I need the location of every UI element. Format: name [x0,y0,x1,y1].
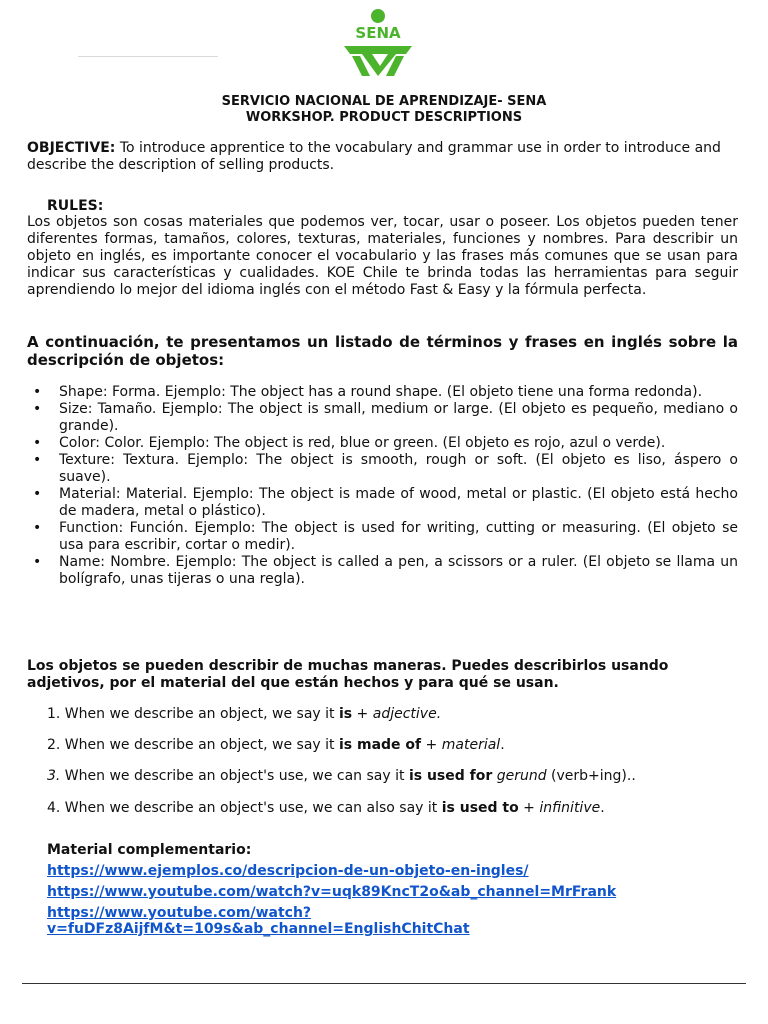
grammar-rule-4: 4. When we describe an object's use, we can also say it is used to + infinitive. [47,800,605,816]
grammar-rule-1: 1. When we describe an object, we say it is + adjective. [47,706,442,722]
grammar-rule-2: 2. When we describe an object, we say it is made of + material. [47,737,505,753]
list-item: • Texture: Textura. Ejemplo: The object is smooth, rough or soft. (El objeto es liso, áspero o suave). [27,452,738,486]
bottom-divider [22,983,746,984]
list-item: • Size: Tamaño. Ejemplo: The object is small, medium or large. (El objeto es pequeño, mediano o grande). [27,401,738,435]
terms-list [27,384,738,588]
rules-label: RULES: [47,198,104,214]
link-youtube-mrfrank[interactable]: https://www.youtube.com/watch?v=uqk89KncT2o&ab_channel=MrFrank [47,884,617,900]
logo-head [371,9,385,23]
link-youtube-chitchat-part2[interactable]: v=fuDFz8AijfM&t=109s&ab_channel=EnglishChitChat [47,921,470,937]
terms-heading: A continuación, te presentamos un listado de términos y frases en inglés sobre la descripción de objetos: [27,333,738,369]
material-label: Material complementario: [47,842,252,858]
list-item: • Color: Color. Ejemplo: The object is red, blue or green. (El objeto es rojo, azul o verde). [27,435,738,452]
describe-heading: Los objetos se pueden describir de muchas maneras. Puedes describirlos usando adjetivos, por el material del que están hechos y para qué se usan. [27,658,669,691]
logo-arms [344,46,412,54]
list-item: • Function: Función. Ejemplo: The object is used for writing, cutting or measuring. (El objeto se usa para escribir, cortar o medir). [27,520,738,554]
grammar-rule-3: 3. When we describe an object's use, we can say it is used for gerund (verb+ing).. [47,768,636,784]
list-item: • Material: Material. Ejemplo: The object is made of wood, metal or plastic. (El objeto está hecho de madera, metal o plástico). [27,486,738,520]
top-divider [78,56,218,57]
objective-text: To introduce apprentice to the vocabulary and grammar use in order to introduce and describe the description of selling products. [27,140,721,173]
objective-label: OBJECTIVE: [27,140,116,156]
link-ejemplos[interactable]: https://www.ejemplos.co/descripcion-de-un-objeto-en-ingles/ [47,863,529,879]
sena-logo [340,8,416,78]
list-item: • Shape: Forma. Ejemplo: The object has a round shape. (El objeto tiene una forma redonda). [27,384,738,401]
header-line1: SERVICIO NACIONAL DE APRENDIZAJE- SENA [221,94,547,109]
logo-text: SENA [355,24,401,42]
list-item: • Name: Nombre. Ejemplo: The object is called a pen, a scissors or a ruler. (El objeto se llama un bolígrafo, unas tijeras o una regla). [27,554,738,588]
header-line2: WORKSHOP. PRODUCT DESCRIPTIONS [245,110,523,125]
link-youtube-chitchat-part1[interactable]: https://www.youtube.com/watch? [47,905,312,921]
objective-paragraph [27,140,738,174]
rules-text: Los objetos son cosas materiales que podemos ver, tocar, usar o poseer. Los objetos pueden tener diferentes formas, tamaños, colores, texturas, materiales, funciones y nombres. Para describir un objeto en inglés, es importante conocer el vocabulario y las frases más comunes que se usan para indicar sus características y cualidades. KOE Chile te brinda todas las herramientas para seguir aprendiendo lo mejor del idioma inglés con el método Fast & Easy y la fórmula perfecta. [27,214,738,298]
